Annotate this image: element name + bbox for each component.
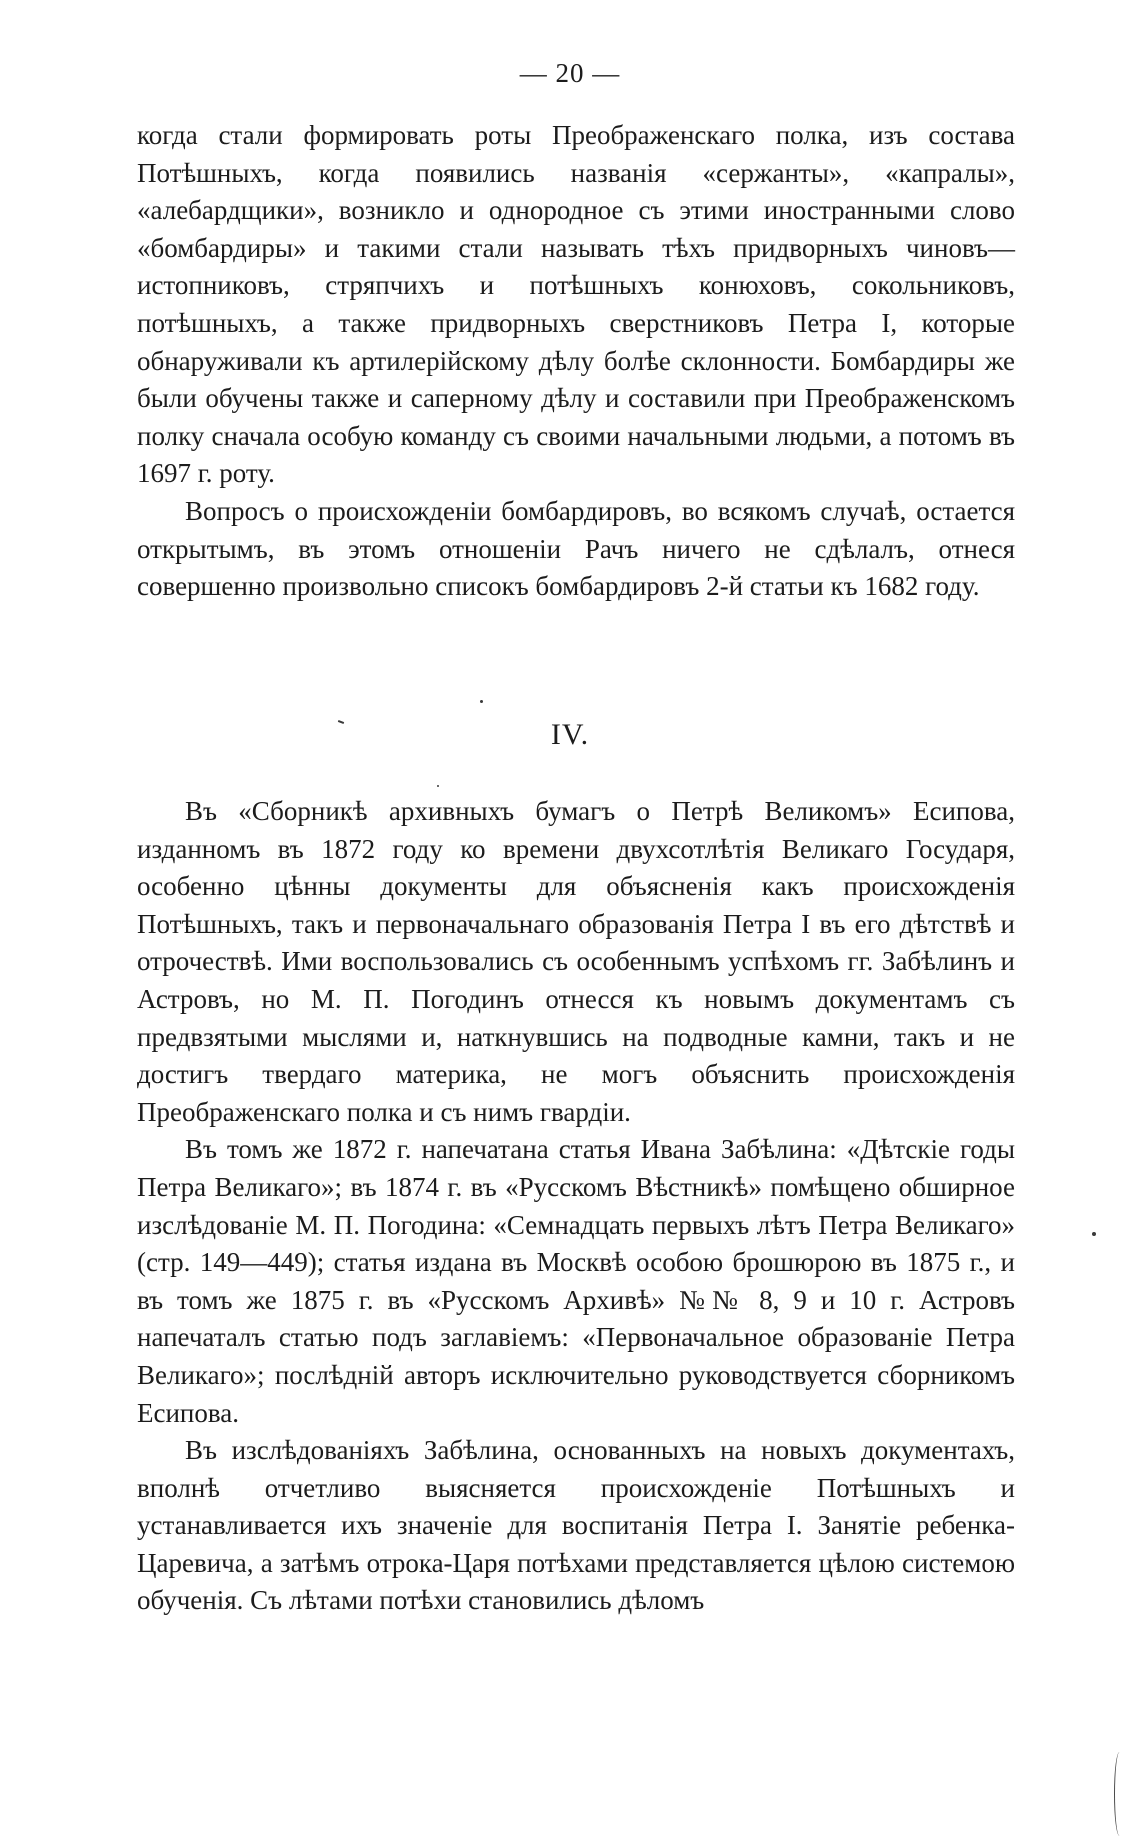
paragraph-esipov-collection: Въ «Сборникѣ архивныхъ бумагъ о Петрѣ Великомъ» Есипова, изданномъ въ 1872 году ко времени двухсотлѣтія Великаго Государя, особенно цѣнны документы для объясненія какъ происхожденія Потѣшныхъ, такъ и первоначальнаго образованія Петра I въ его дѣтствѣ и отрочествѣ. Ими воспользовались съ особеннымъ успѣхомъ гг. Забѣлинъ и Астровъ, но М. П. Погодинъ отнесся къ новымъ документамъ съ предвзятыми мыслями и, наткнувшись на подводные камни, такъ и не достигъ твердаго материка, не могъ объяснить происхожденія Преображенскаго полка и съ нимъ гвардіи. — [137, 796, 1015, 1127]
paragraph-publications-1872: Въ томъ же 1872 г. напечатана статья Ивана Забѣлина: «Дѣтскіе годы Петра Великаго»; въ 1874 г. въ «Русскомъ Вѣстникѣ» помѣщено обширное изслѣдованіе М. П. Погодина: «Семнадцать первыхъ лѣтъ Петра Великаго» (стр. 149—449); статья издана въ Москвѣ особою брошюрою въ 1875 г., и въ томъ же 1875 г. въ «Русскомъ Архивѣ» №№ 8, 9 и 10 г. Астровъ напечаталъ статью подъ заглавіемъ: «Первоначальное образованіе Петра Великаго»; послѣдній авторъ исключительно руководствуется сборникомъ Есипова. — [137, 1134, 1015, 1428]
scan-speck — [1092, 1232, 1096, 1236]
page-number: — 20 — — [519, 58, 621, 88]
scan-speck — [437, 785, 439, 787]
paragraph-bombardiers-origin: когда стали формировать роты Преображенскаго полка, изъ состава Потѣшныхъ, когда появились названія «сержанты», «капралы», «алебардщики», возникло и однородное съ этими иностранными слово «бомбардиры» и такими стали называть тѣхъ придворныхъ чиновъ—истопниковъ, стряпчихъ и потѣшныхъ конюховъ, сокольниковъ, потѣшныхъ, а также придворныхъ сверстниковъ Петра I, которые обнаруживали къ артилерійскому дѣлу болѣе склонности. Бомбардиры же были обучены также и саперному дѣлу и составили при Преображенскомъ полку сначала особую команду съ своими начальными людьми, а потомъ въ 1697 г. роту. — [137, 120, 1015, 489]
paragraph-zabelin-research: Въ изслѣдованіяхъ Забѣлина, основанныхъ на новыхъ документахъ, вполнѣ отчетливо выясняется происхожденіе Потѣшныхъ и устанавливается ихъ значеніе для воспитанія Петра I. Занятіе ребенка-Царевича, а затѣмъ отрока-Царя потѣхами представляется цѣлою системою обученія. Съ лѣтами потѣхи становились дѣломъ — [137, 1435, 1015, 1616]
section-heading: IV. — [550, 718, 590, 751]
scan-speck — [480, 700, 483, 703]
paragraph-open-question: Вопросъ о происхожденіи бомбардировъ, во всякомъ случаѣ, остается открытымъ, въ этомъ отношеніи Рачъ ничего не сдѣлалъ, отнеся совершенно произвольно списокъ бомбардировъ 2-й статьи къ 1682 году. — [137, 495, 1015, 602]
page-edge-curl — [1114, 1752, 1125, 1836]
top-text-block — [137, 117, 1015, 606]
section-text-block — [137, 793, 1015, 1620]
